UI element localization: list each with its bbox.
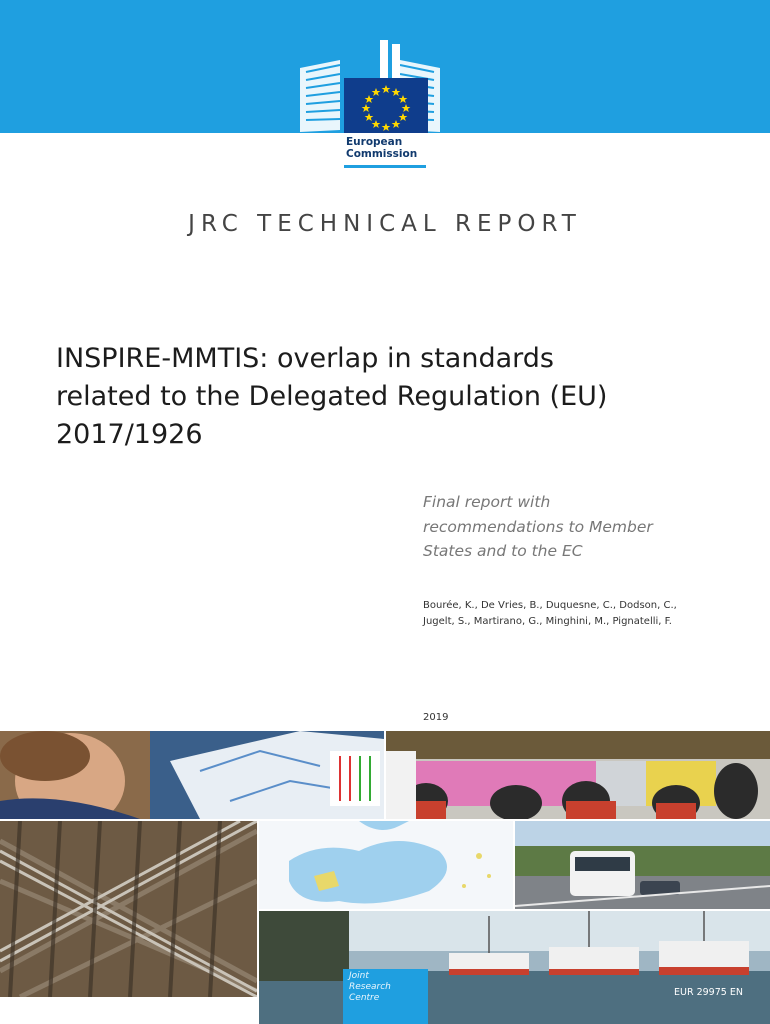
photo-child-with-map	[0, 731, 384, 819]
report-type-label: JRC TECHNICAL REPORT	[188, 211, 582, 237]
jrc-label-line: Research	[349, 982, 391, 992]
photo-tram-passengers	[386, 731, 770, 819]
brand-name	[346, 136, 417, 160]
jrc-label	[343, 969, 428, 1024]
subtitle-line: recommendations to Member	[423, 517, 653, 536]
title-line: related to the Delegated Regulation (EU)	[56, 381, 608, 412]
jrc-label-line: Joint	[349, 971, 369, 981]
title-line: 2017/1926	[56, 419, 203, 450]
photo-railway-tracks	[0, 821, 257, 997]
brand-line-1: European	[346, 136, 403, 148]
subtitle-line: Final report with	[423, 493, 551, 511]
photo-europe-map	[259, 821, 513, 909]
brand-underline	[344, 165, 426, 168]
subtitle-line: States and to the EC	[423, 542, 583, 560]
authors-line: Bourée, K., De Vries, B., Duquesne, C., Dodson, C.,	[423, 600, 677, 611]
author-list	[423, 598, 743, 630]
eur-report-number: EUR 29975 EN	[674, 987, 743, 998]
report-subtitle	[423, 490, 723, 564]
jrc-label-line: Centre	[349, 993, 380, 1003]
photo-coach-on-road	[515, 821, 770, 909]
report-title	[56, 340, 696, 454]
publication-year: 2019	[423, 712, 449, 723]
photo-harbour-boats	[259, 911, 770, 1024]
brand-line-2: Commission	[346, 148, 418, 160]
authors-line: Jugelt, S., Martirano, G., Minghini, M., Pignatelli, F.	[423, 616, 672, 627]
title-line: INSPIRE-MMTIS: overlap in standards	[56, 343, 554, 374]
